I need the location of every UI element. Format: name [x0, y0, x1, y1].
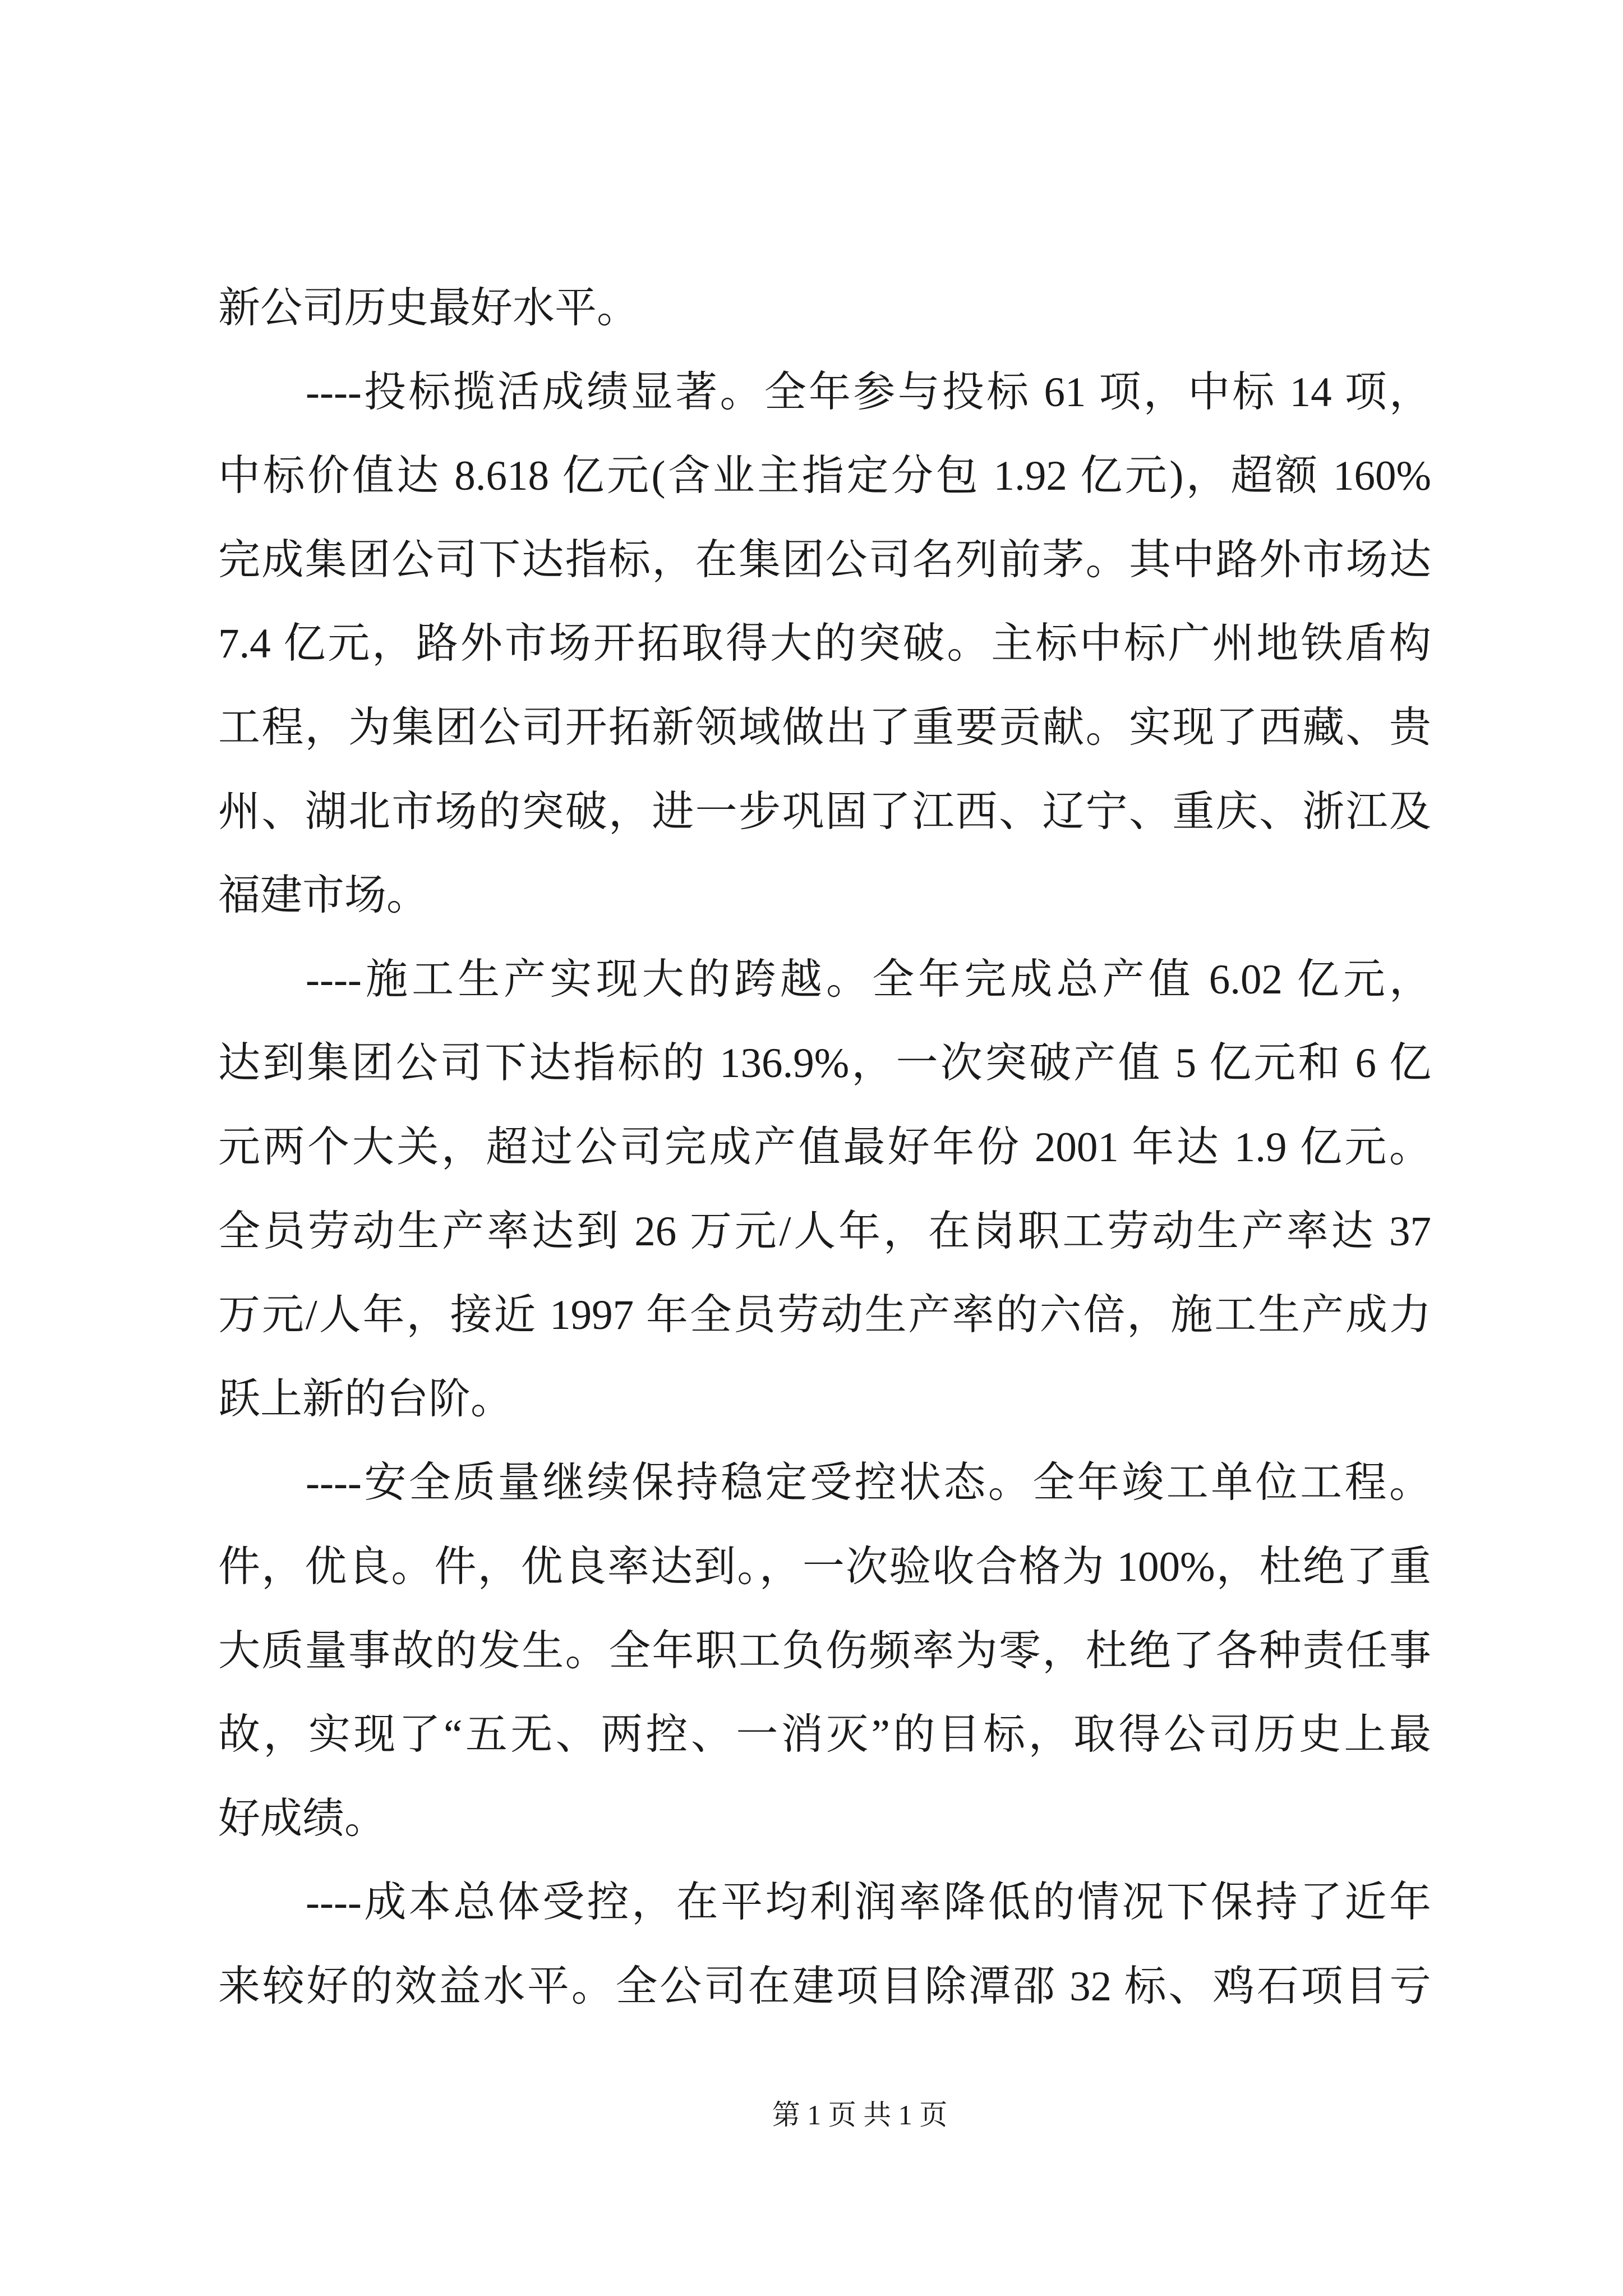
- text-line: 7.4 亿元，路外市场开拓取得大的突破。主标中标广州地铁盾构: [218, 620, 1431, 668]
- text-line: ----成本总体受控，在平均利润率降低的情况下保持了近年: [306, 1879, 1431, 1926]
- text-line: 达到集团公司下达指标的 136.9%，一次突破产值 5 亿元和 6 亿: [218, 1040, 1431, 1087]
- text-line: 福建市场。: [218, 872, 429, 919]
- text-line: 万元/人年，接近 1997 年全员劳动生产率的六倍，施工生产成力: [218, 1292, 1431, 1339]
- text-line: 州、湖北市场的突破，进一步巩固了江西、辽宁、重庆、浙江及: [218, 788, 1431, 835]
- paragraph-continuation: [218, 266, 1431, 351]
- text-line: 新公司历史最好水平。: [218, 285, 639, 332]
- paragraph-production: [218, 938, 1431, 1442]
- text-line: 元两个大关，超过公司完成产值最好年份 2001 年达 1.9 亿元。: [218, 1124, 1431, 1171]
- text-line: 件，优良。件，优良率达到。，一次验收合格为 100%，杜绝了重: [218, 1543, 1431, 1590]
- text-line: 工程，为集团公司开拓新领域做出了重要贡献。实现了西藏、贵: [218, 704, 1431, 751]
- text-line: 中标价值达 8.618 亿元(含业主指定分包 1.92 亿元)，超额 160%: [218, 453, 1431, 500]
- text-line: 来较好的效益水平。全公司在建项目除潭邵 32 标、鸡石项目亏: [218, 1963, 1431, 2010]
- page-number: 第 1 页 共 1 页: [772, 2099, 948, 2131]
- paragraph-bidding: [218, 351, 1431, 938]
- paragraph-cost-control: [218, 1861, 1431, 2028]
- page-footer: [753, 2095, 966, 2134]
- text-line: ----施工生产实现大的跨越。全年完成总产值 6.02 亿元，: [306, 956, 1431, 1003]
- paragraph-safety-quality: [218, 1441, 1431, 1861]
- text-line: ----安全质量继续保持稳定受控状态。全年竣工单位工程。: [306, 1460, 1431, 1507]
- text-line: 完成集团公司下达指标，在集团公司名列前茅。其中路外市场达: [218, 536, 1431, 583]
- text-line: 大质量事故的发生。全年职工负伤频率为零，杜绝了各种责任事: [218, 1627, 1431, 1674]
- text-line: ----投标揽活成绩显著。全年参与投标 61 项，中标 14 项，: [306, 369, 1431, 416]
- text-line: 故，实现了“五无、两控、一消灭”的目标，取得公司历史上最: [218, 1711, 1431, 1759]
- text-line: 好成绩。: [218, 1795, 387, 1842]
- document-body: [218, 266, 1431, 2028]
- text-line: 跃上新的台阶。: [218, 1375, 513, 1423]
- text-line: 全员劳动生产率达到 26 万元/人年，在岗职工劳动生产率达 37: [218, 1208, 1431, 1255]
